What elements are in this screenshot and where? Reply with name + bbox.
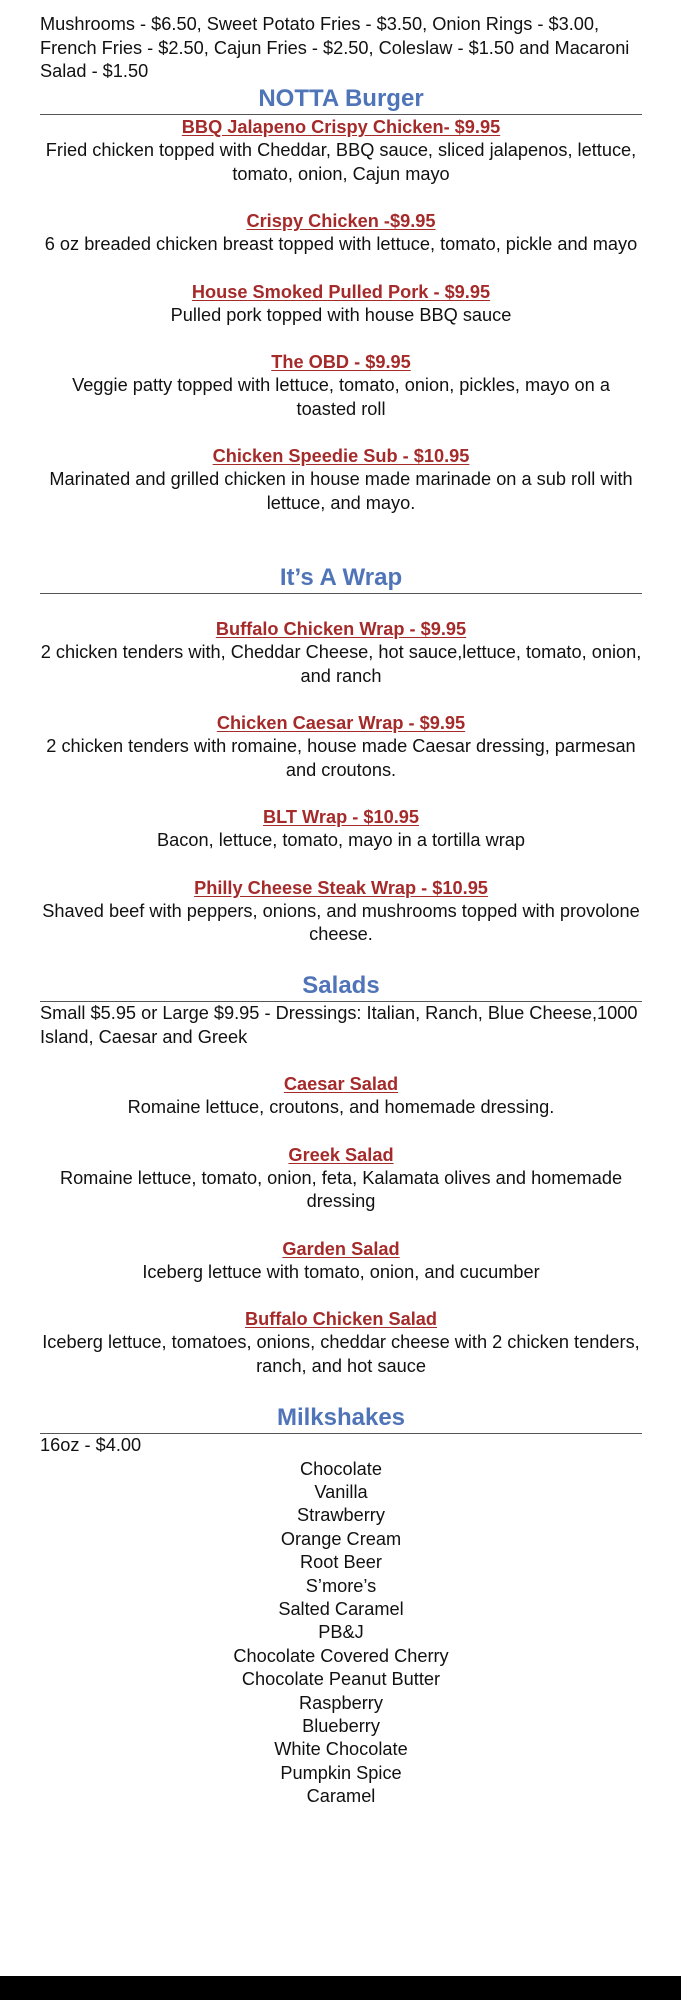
menu-item-description: Bacon, lettuce, tomato, mayo in a tortilla wrap bbox=[157, 830, 525, 850]
menu-item bbox=[40, 351, 642, 421]
flavor-item: Raspberry bbox=[299, 1692, 383, 1713]
menu-item-description: Iceberg lettuce, tomatoes, onions, cheddar cheese with 2 chicken tenders, ranch, and hot sauce bbox=[42, 1332, 640, 1376]
section-salads bbox=[40, 971, 642, 1378]
flavor-item: PB&J bbox=[318, 1622, 364, 1643]
menu-item-description: Fried chicken topped with Cheddar, BBQ sauce, sliced jalapenos, lettuce, tomato, onion, Cajun mayo bbox=[45, 140, 637, 184]
menu-item-description: Romaine lettuce, croutons, and homemade dressing. bbox=[127, 1097, 555, 1117]
sides-price-list: Mushrooms - $6.50, Sweet Potato Fries - $3.50, Onion Rings - $3.00, French Fries - $2.50, Cajun Fries - $2.50, Coleslaw - $1.50 and Macaroni Salad - $1.50 bbox=[40, 14, 630, 81]
menu-item bbox=[40, 1238, 642, 1285]
section-title: Salads bbox=[302, 972, 380, 999]
menu-item-description: Shaved beef with peppers, onions, and mushrooms topped with provolone cheese. bbox=[42, 900, 640, 944]
menu-item bbox=[40, 445, 642, 515]
menu-item bbox=[40, 618, 642, 688]
flavor-item: Vanilla bbox=[314, 1481, 368, 1502]
flavor-item: Pumpkin Spice bbox=[280, 1762, 402, 1783]
menu-item-title: Garden Salad bbox=[282, 1238, 400, 1259]
flavor-item: Root Beer bbox=[300, 1552, 382, 1573]
menu-item-description: 6 oz breaded chicken breast topped with lettuce, tomato, pickle and mayo bbox=[44, 234, 638, 254]
menu-item-description: Marinated and grilled chicken in house made marinade on a sub roll with lettuce, and mayo. bbox=[49, 469, 633, 513]
flavor-item: S’more’s bbox=[305, 1575, 377, 1596]
flavor-item: Chocolate Peanut Butter bbox=[241, 1669, 441, 1690]
milkshake-size-price: 16oz - $4.00 bbox=[40, 1435, 142, 1455]
menu-item-title: Buffalo Chicken Wrap - $9.95 bbox=[215, 619, 467, 639]
menu-item-title: Crispy Chicken -$9.95 bbox=[246, 211, 436, 231]
menu-item-description: 2 chicken tenders with romaine, house made Caesar dressing, parmesan and croutons. bbox=[46, 736, 636, 780]
menu-item-description: Iceberg lettuce with tomato, onion, and cucumber bbox=[142, 1261, 540, 1282]
menu-item bbox=[40, 1144, 642, 1214]
menu-item-description: 2 chicken tenders with, Cheddar Cheese, hot sauce,lettuce, tomato, onion, and ranch bbox=[40, 642, 642, 686]
section-wrap bbox=[40, 563, 642, 947]
menu-item-title: Buffalo Chicken Salad bbox=[244, 1309, 438, 1329]
flavor-item: Orange Cream bbox=[280, 1528, 402, 1549]
flavor-list bbox=[40, 1458, 642, 1809]
menu-item-title: Caesar Salad bbox=[283, 1074, 399, 1094]
section-title: It’s A Wrap bbox=[279, 564, 403, 591]
menu-item-title: Chicken Speedie Sub - $10.95 bbox=[212, 446, 470, 466]
menu-item bbox=[40, 1308, 642, 1378]
menu-item bbox=[40, 806, 642, 853]
flavor-item: White Chocolate bbox=[274, 1739, 408, 1760]
menu-item bbox=[40, 281, 642, 328]
flavor-item: Blueberry bbox=[302, 1715, 380, 1736]
menu-item-title: House Smoked Pulled Pork - $9.95 bbox=[191, 281, 491, 302]
menu-item-title: The OBD - $9.95 bbox=[271, 352, 411, 372]
menu-item-title: BLT Wrap - $10.95 bbox=[263, 807, 419, 827]
section-divider bbox=[40, 114, 642, 115]
menu-item-title: Chicken Caesar Wrap - $9.95 bbox=[216, 713, 466, 733]
flavor-item: Strawberry bbox=[297, 1505, 385, 1526]
flavor-item: Caramel bbox=[306, 1786, 376, 1807]
menu-item bbox=[40, 877, 642, 947]
section-title: Milkshakes bbox=[276, 1404, 406, 1431]
menu-item bbox=[40, 1073, 642, 1120]
salad-size-and-dressings: Small $5.95 or Large $9.95 - Dressings: Italian, Ranch, Blue Cheese,1000 Island, Caesar and Greek bbox=[40, 1003, 638, 1047]
menu-item-description: Pulled pork topped with house BBQ sauce bbox=[170, 304, 512, 325]
flavor-item: Chocolate bbox=[300, 1458, 382, 1479]
bottom-bar bbox=[0, 1976, 681, 2000]
flavor-item: Chocolate Covered Cherry bbox=[233, 1645, 449, 1666]
menu-item bbox=[40, 712, 642, 782]
menu-item-title: Greek Salad bbox=[288, 1144, 394, 1165]
menu-item-title: BBQ Jalapeno Crispy Chicken- $9.95 bbox=[181, 117, 501, 137]
section-notta-burger bbox=[40, 84, 642, 515]
section-divider bbox=[40, 593, 642, 594]
menu-item-description: Romaine lettuce, tomato, onion, feta, Kalamata olives and homemade dressing bbox=[59, 1167, 623, 1211]
section-milkshakes bbox=[40, 1403, 642, 1809]
menu-item-description: Veggie patty topped with lettuce, tomato, onion, pickles, mayo on a toasted roll bbox=[72, 375, 610, 419]
section-title: NOTTA Burger bbox=[258, 85, 424, 112]
menu-item bbox=[40, 210, 642, 257]
flavor-item: Salted Caramel bbox=[278, 1598, 404, 1619]
menu-item-title: Philly Cheese Steak Wrap - $10.95 bbox=[194, 877, 488, 898]
menu-item bbox=[40, 116, 642, 186]
